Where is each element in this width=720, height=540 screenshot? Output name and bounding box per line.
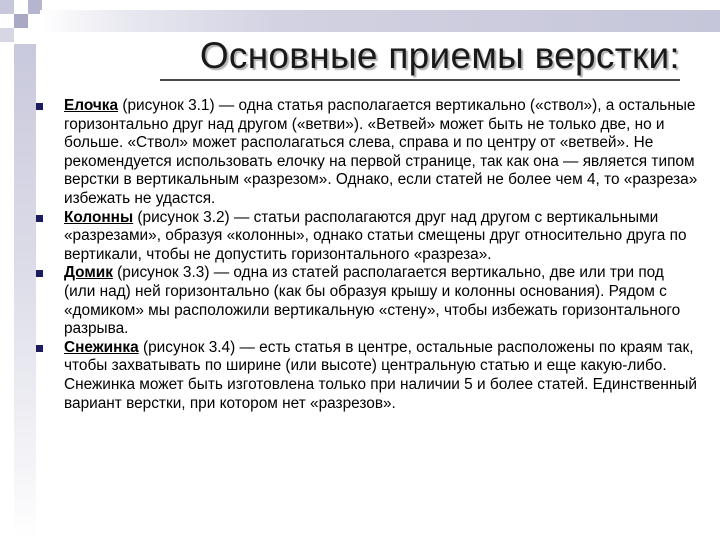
checker-square bbox=[14, 28, 28, 42]
term-label: Снежинка bbox=[64, 338, 139, 356]
slide-title: Основные приемы верстки: bbox=[199, 35, 680, 76]
item-description: (рисунок 3.2) — статьи располагаются друг над другом с вертикальными «разрезами», образуя «колонны», однако статьи смещены друг относительно друга по вертикали, чтобы не допустить горизонтального «разреза». bbox=[64, 208, 687, 263]
term-label: Колонны bbox=[64, 208, 134, 226]
item-description: (рисунок 3.1) — одна статья располагается вертикально («ствол»), а остальные горизонтально друг над другом («ветви»). «Ветвей» может быть не только две, но и больше. «Ствол» может располагаться слева, справа и по центру от «ветвей». Не рекомендуется использовать елочку на первой странице, так как она — является типом верстки в вертикальным «разрезом». Однако, если статей не более чем 4, то «разреза» избежать не удастся. bbox=[64, 97, 698, 207]
square-bullet-icon bbox=[36, 270, 43, 277]
checker-square bbox=[0, 14, 14, 28]
square-bullet-icon bbox=[36, 215, 43, 222]
left-gradient-bar bbox=[14, 44, 36, 540]
bullet-list bbox=[36, 97, 698, 413]
checker-square bbox=[0, 0, 14, 14]
square-bullet-icon bbox=[36, 103, 43, 110]
list-item bbox=[36, 264, 698, 338]
checker-square bbox=[14, 0, 28, 14]
item-description: (рисунок 3.4) — есть статья в центре, остальные расположены по краям так, чтобы захватывать по ширине (или высоте) центральную статью и еще какую-либо. Снежинка может быть изготовлена только при наличии 5 и более статей. Единственный вариант верстки, при котором нет «разрезов». bbox=[64, 338, 697, 412]
square-bullet-icon bbox=[36, 345, 43, 352]
list-item bbox=[36, 339, 698, 413]
item-description: (рисунок 3.3) — одна из статей располагается вертикально, две или три под (или над) ней горизонтально (как бы образуя крышу и колонны основания). Рядом с «домиком» мы расположили вертикальную «стену», чтобы избежать горизонтального разрыва. bbox=[64, 264, 681, 338]
checker-square bbox=[0, 28, 14, 42]
top-gradient-bar bbox=[40, 10, 720, 32]
list-item bbox=[36, 97, 698, 209]
term-label: Елочка bbox=[64, 97, 119, 114]
title-underline bbox=[160, 79, 680, 81]
list-item bbox=[36, 209, 698, 265]
checker-square bbox=[14, 14, 28, 28]
term-label: Домик bbox=[64, 264, 113, 282]
